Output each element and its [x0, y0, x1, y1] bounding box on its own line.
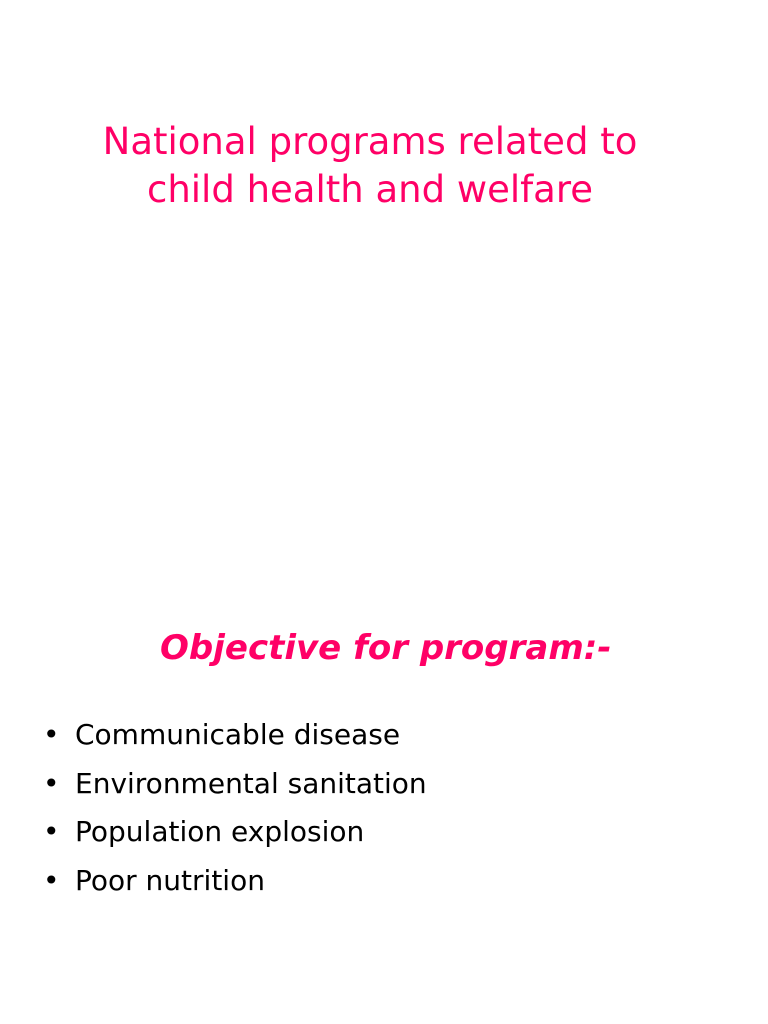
bullet-icon: • [43, 815, 60, 848]
slide-title-line-1: National programs related to [102, 120, 638, 163]
list-item [40, 760, 427, 809]
list-item-text: Communicable disease [75, 718, 401, 751]
list-item [40, 711, 427, 760]
list-item-text: Poor nutrition [75, 863, 265, 897]
list-item-text: Environmental sanitation [75, 766, 427, 800]
bullet-icon: • [43, 863, 60, 897]
list-item [40, 857, 427, 906]
list-item-text: Population explosion [75, 815, 365, 848]
slide-title [40, 118, 700, 214]
bullet-icon: • [43, 766, 60, 800]
slide-title-line-2: child health and welfare [146, 168, 594, 211]
objective-list [40, 711, 427, 905]
list-item [40, 808, 427, 857]
objective-heading: Objective for program:- [160, 628, 612, 668]
bullet-icon: • [43, 718, 60, 751]
